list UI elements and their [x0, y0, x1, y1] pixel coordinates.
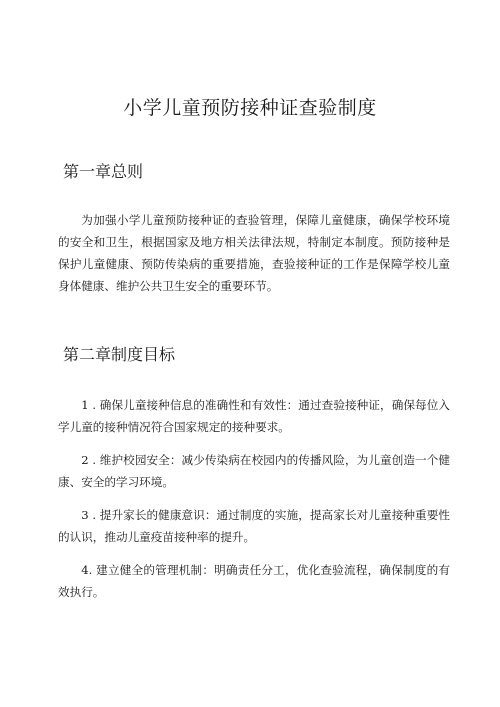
list-item: 2 . 维护校园安全：减少传染病在校园内的传播风险，为儿童创造一个健康、安全的学习环境。 — [58, 453, 450, 489]
chapter-1-heading: 第一章总则 — [63, 162, 144, 181]
chapter-2-heading: 第二章制度目标 — [63, 345, 176, 364]
list-item: 4. 建立健全的管理机制：明确责任分工，优化查验流程，确保制度的有效执行。 — [58, 563, 450, 599]
list-item: 1 . 确保儿童接种信息的准确性和有效性：通过查验接种证，确保每位入学儿童的接种情况符合国家规定的接种要求。 — [58, 398, 450, 434]
chapter-1-paragraph: 为加强小学儿童预防接种证的查验管理，保障儿童健康，确保学校环境的安全和卫生，根据国家及地方相关法律法规，特制定本制度。预防接种是保护儿童健康、预防传染病的重要措施，查验接种证的工作是保障学校儿童身体健康、维护公共卫生安全的重要环节。 — [58, 213, 450, 293]
document-title: 小学儿童预防接种证查验制度 — [123, 97, 377, 119]
list-item: 3 . 提升家长的健康意识：通过制度的实施，提高家长对儿童接种重要性的认识，推动儿童疫苗接种率的提升。 — [58, 508, 450, 544]
